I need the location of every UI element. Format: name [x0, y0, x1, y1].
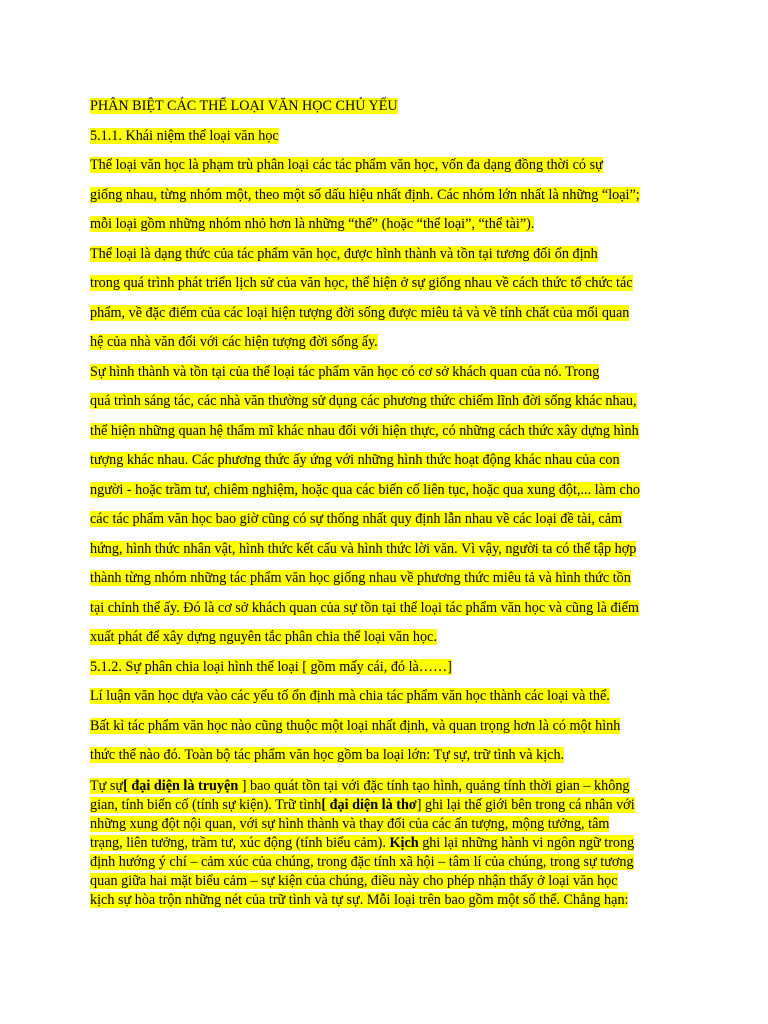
text-line: tượng khác nhau. Các phương thức ấy ứng với những hình thức hoạt động khác nhau của con [90, 452, 620, 468]
text-line: quá trình sáng tác, các nhà văn thường sử dụng các phương thức chiếm lĩnh đời sống khác nhau, [90, 393, 637, 409]
paragraph-line: định hướng ý chí – cảm xúc của chúng, trong đặc tính xã hội – tâm lí của chúng, trong sự tương [90, 853, 634, 870]
paragraph-line: trạng, liên tưởng, trầm tư, xúc động (tính biểu cảm). Kịch ghi lại những hành vi ngôn ngữ trong [90, 834, 635, 851]
text-line: thức thể nào đó. Toàn bộ tác phẩm văn học gồm ba loại lớn: Tự sự, trữ tình và kịch. [90, 747, 565, 763]
text-line: thể hiện những quan hệ thẩm mĩ khác nhau đối với hiện thực, có những cách thức xây dựng hình [90, 422, 639, 439]
text-line: các tác phẩm văn học bao giờ cũng có sự thống nhất quy định lẫn nhau về các loại đề tài, cảm [90, 511, 623, 527]
text-line: giống nhau, từng nhóm một, theo một số dấu hiệu nhất định. Các nhóm lớn nhất là những “loại”; [90, 186, 640, 203]
text-line: tại chỉnh thể ấy. Đó là cơ sở khách quan của sự tồn tại thể loại tác phẩm văn học và cũng là điểm [90, 599, 639, 616]
dense-paragraph [90, 777, 680, 910]
text-line: người - hoặc trầm tư, chiêm nghiệm, hoặc qua các biến cố liên tục, hoặc qua xung đột,... làm cho [90, 481, 641, 498]
paragraph-line: gian, tính biến cố (tính sự kiện). Trữ tình[ đại diện là thơ] ghi lại thế giới bên trong cá nhân với [90, 796, 635, 813]
text-line: Bất kì tác phẩm văn học nào cũng thuộc một loại nhất định, và quan trọng hơn là có một hình [90, 717, 621, 734]
paragraph-line: Tự sự[ đại diện là truyện ] bao quát tồn tại với đặc tính tạo hình, quảng tính thời gian – không [90, 777, 630, 794]
paragraph-line: quan giữa hai mặt biểu cảm – sự kiện của chúng, điều này cho phép nhận thấy ở loại văn học [90, 872, 618, 889]
text-line: trong quá trình phát triển lịch sử của văn học, thể hiện ở sự giống nhau về cách thức tổ chức tác [90, 275, 633, 291]
text-line: Sự hình thành và tồn tại của thể loại tác phẩm văn học có cơ sở khách quan của nó. Trong [90, 363, 600, 380]
paragraph-line: kịch sự hòa trộn những nét của trữ tình và tự sự. Mỗi loại trên bao gồm một số thể. Chẳng hạn: [90, 891, 629, 908]
section-1-heading: 5.1.1. Khái niệm thể loại văn học [90, 127, 279, 144]
section-2-heading: 5.1.2. Sự phân chia loại hình thể loại [ gồm mấy cái, đó là……] [90, 658, 452, 675]
text-line: thành từng nhóm những tác phẩm văn học giống nhau về phương thức miêu tả và hình thức tồn [90, 570, 631, 586]
text-line: Thể loại văn học là phạm trù phân loại các tác phẩm văn học, vốn đa dạng đồng thời có sự [90, 157, 603, 173]
text-line: Lí luận văn học dựa vào các yếu tố ổn định mà chia tác phẩm văn học thành các loại và thể. [90, 688, 610, 704]
section-2-body [90, 682, 680, 771]
section-1-body [90, 151, 680, 653]
text-line: hứng, hình thức nhân vật, hình thức kết cấu và hình thức lời văn. Vì vậy, người ta có thể tập hợp [90, 540, 637, 557]
text-line: xuất phát để xây dựng nguyên tắc phân chia thể loại văn học. [90, 629, 437, 645]
text-line: Thể loại là dạng thức của tác phẩm văn học, được hình thành và tồn tại tương đối ổn định [90, 245, 598, 262]
bold-text: [ đại diện là thơ [321, 796, 417, 813]
text-line: phẩm, về đặc điểm của các loại hiện tượng đời sống được miêu tả và về tính chất của mối quan [90, 304, 630, 321]
text-line: hệ của nhà văn đối với các hiện tượng đời sống ấy. [90, 334, 378, 350]
text-line: mỗi loại gồm những nhóm nhỏ hơn là những “thể” (hoặc “thể loại”, “thể tài”). [90, 216, 535, 232]
document-title: PHÂN BIỆT CÁC THỂ LOẠI VĂN HỌC CHỦ YẾU [90, 98, 398, 114]
document-page [90, 92, 680, 910]
paragraph-line: những xung đột nội quan, với sự hình thành và thay đổi của các ấn tượng, mộng tưởng, tâm [90, 815, 610, 832]
bold-text: Kịch [389, 834, 419, 851]
bold-text: [ đại diện là truyện [123, 777, 239, 794]
